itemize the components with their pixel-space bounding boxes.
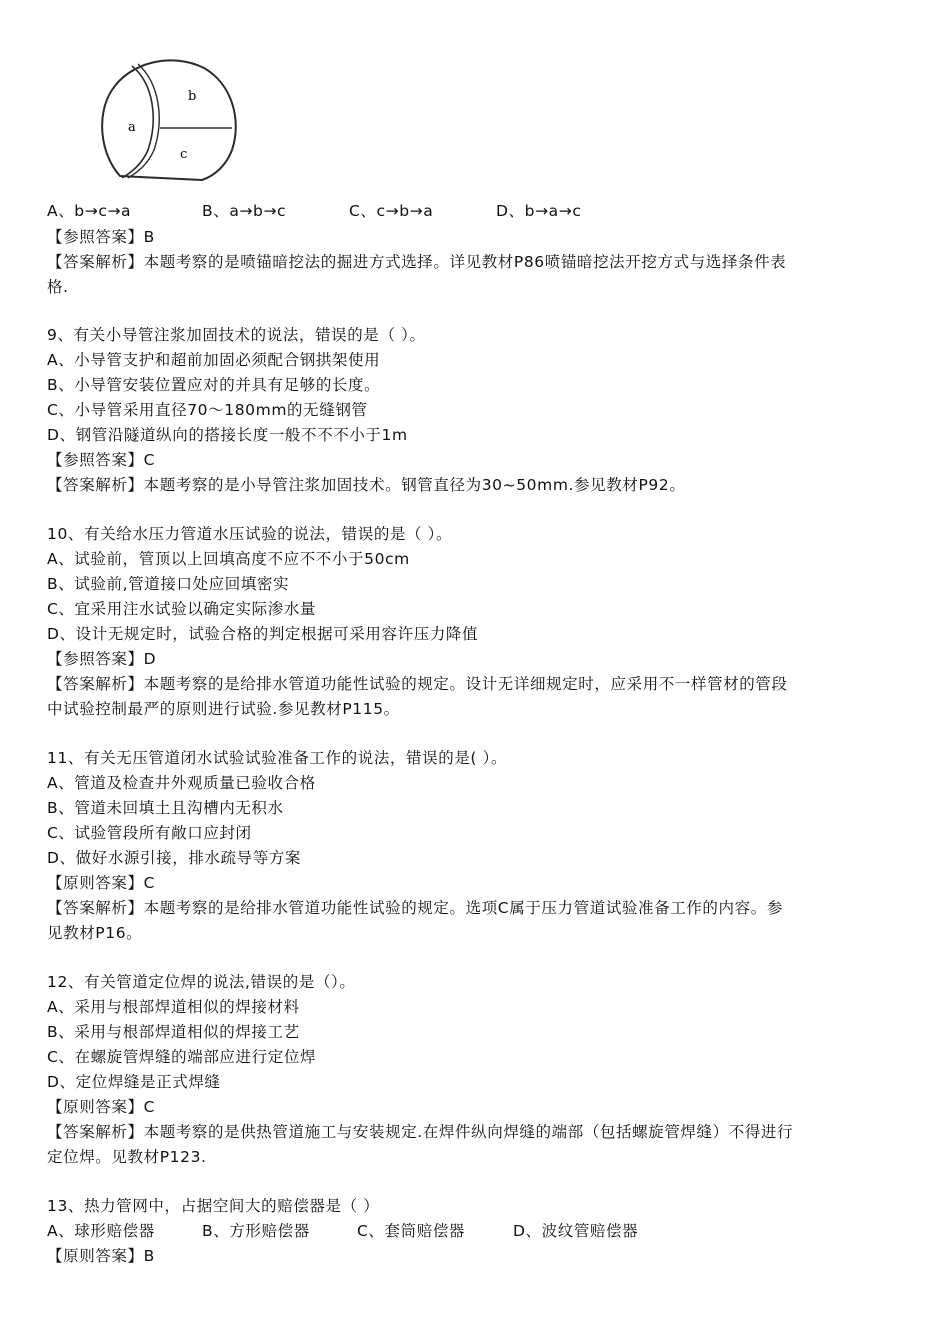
q9-stem: 9、有关小导管注浆加固技术的说法，错误的是（ ）。	[47, 326, 426, 344]
q10-option-b: B、试验前,管道接口处应回填密实	[47, 575, 290, 593]
tunnel-excavation-figure	[92, 54, 242, 184]
figure-inner-arc-1	[122, 66, 153, 178]
figure-label-c: c	[180, 147, 188, 162]
q11-analysis-line-2: 见教材P16。	[47, 924, 143, 942]
q11-option-c: C、试验管段所有敞口应封闭	[47, 824, 252, 842]
figure-label-a: a	[128, 120, 136, 135]
figure-outline	[102, 60, 236, 180]
q12-answer: 【原则答案】C	[47, 1098, 156, 1116]
q9-option-c: C、小导管采用直径70～180mm的无缝钢管	[47, 401, 368, 419]
q12-option-c: C、在螺旋管焊缝的端部应进行定位焊	[47, 1048, 317, 1066]
q13-option-d: D、波纹管赔偿器	[513, 1222, 639, 1240]
q8-option-c: C、c→b→a	[349, 202, 434, 220]
q11-option-b: B、管道未回填土且沟槽内无积水	[47, 799, 284, 817]
q10-analysis-line-1: 【答案解析】本题考察的是给排水管道功能性试验的规定。设计无详细规定时，应采用不一样管材的管段	[47, 675, 788, 693]
q12-option-d: D、定位焊缝是正式焊缝	[47, 1073, 221, 1091]
q8-option-d: D、b→a→c	[496, 202, 582, 220]
q11-stem: 11、有关无压管道闭水试验试验准备工作的说法，错误的是( ）。	[47, 749, 508, 767]
q11-option-d: D、做好水源引接，排水疏导等方案	[47, 849, 302, 867]
q10-option-c: C、宜采用注水试验以确定实际渗水量	[47, 600, 317, 618]
q9-answer: 【参照答案】C	[47, 451, 156, 469]
q8-option-a: A、b→c→a	[47, 202, 132, 220]
q12-analysis-line-1: 【答案解析】本题考察的是供热管道施工与安装规定.在焊件纵向焊缝的端部（包括螺旋管焊缝）不得进行	[47, 1123, 794, 1141]
q13-option-a: A、球形赔偿器	[47, 1222, 155, 1240]
q9-option-b: B、小导管安装位置应对的并具有足够的长度。	[47, 376, 381, 394]
q10-answer: 【参照答案】D	[47, 650, 157, 668]
q10-stem: 10、有关给水压力管道水压试验的说法，错误的是（ ）。	[47, 525, 453, 543]
q9-option-a: A、小导管支护和超前加固必须配合钢拱架使用	[47, 351, 381, 369]
q13-option-b: B、方形赔偿器	[202, 1222, 310, 1240]
q8-analysis-line-1: 【答案解析】本题考察的是喷锚暗挖法的掘进方式选择。详见教材P86喷锚暗挖法开挖方式与选择条件表	[47, 253, 787, 271]
q12-stem: 12、有关管道定位焊的说法,错误的是（）。	[47, 973, 356, 991]
q11-answer: 【原则答案】C	[47, 874, 156, 892]
q13-answer: 【原则答案】B	[47, 1247, 155, 1265]
q13-option-c: C、套筒赔偿器	[357, 1222, 466, 1240]
q11-option-a: A、管道及检查井外观质量已验收合格	[47, 774, 316, 792]
q8-option-b: B、a→b→c	[202, 202, 287, 220]
q10-option-a: A、试验前，管顶以上回填高度不应不不小于50cm	[47, 550, 410, 568]
q13-options	[47, 1220, 638, 1242]
q9-option-d: D、钢管沿隧道纵向的搭接长度一般不不不小于1m	[47, 426, 408, 444]
q9-analysis: 【答案解析】本题考察的是小导管注浆加固技术。钢管直径为30~50mm.参见教材P92。	[47, 476, 686, 494]
q12-analysis-line-2: 定位焊。见教材P123.	[47, 1148, 207, 1166]
q11-analysis-line-1: 【答案解析】本题考察的是给排水管道功能性试验的规定。选项C属于压力管道试验准备工作的内容。参	[47, 899, 783, 917]
q8-options	[47, 200, 581, 222]
q12-option-a: A、采用与根部焊道相似的焊接材料	[47, 998, 300, 1016]
q10-analysis-line-2: 中试验控制最严的原则进行试验.参见教材P115。	[47, 700, 400, 718]
q10-option-d: D、设计无规定时，试验合格的判定根据可采用容许压力降值	[47, 625, 479, 643]
figure-label-b: b	[188, 89, 197, 104]
q8-answer: 【参照答案】B	[47, 228, 155, 246]
q12-option-b: B、采用与根部焊道相似的焊接工艺	[47, 1023, 300, 1041]
q8-analysis-line-2: 格.	[47, 278, 69, 296]
q13-stem: 13、热力管网中，占据空间大的赔偿器是（ ）	[47, 1197, 380, 1215]
